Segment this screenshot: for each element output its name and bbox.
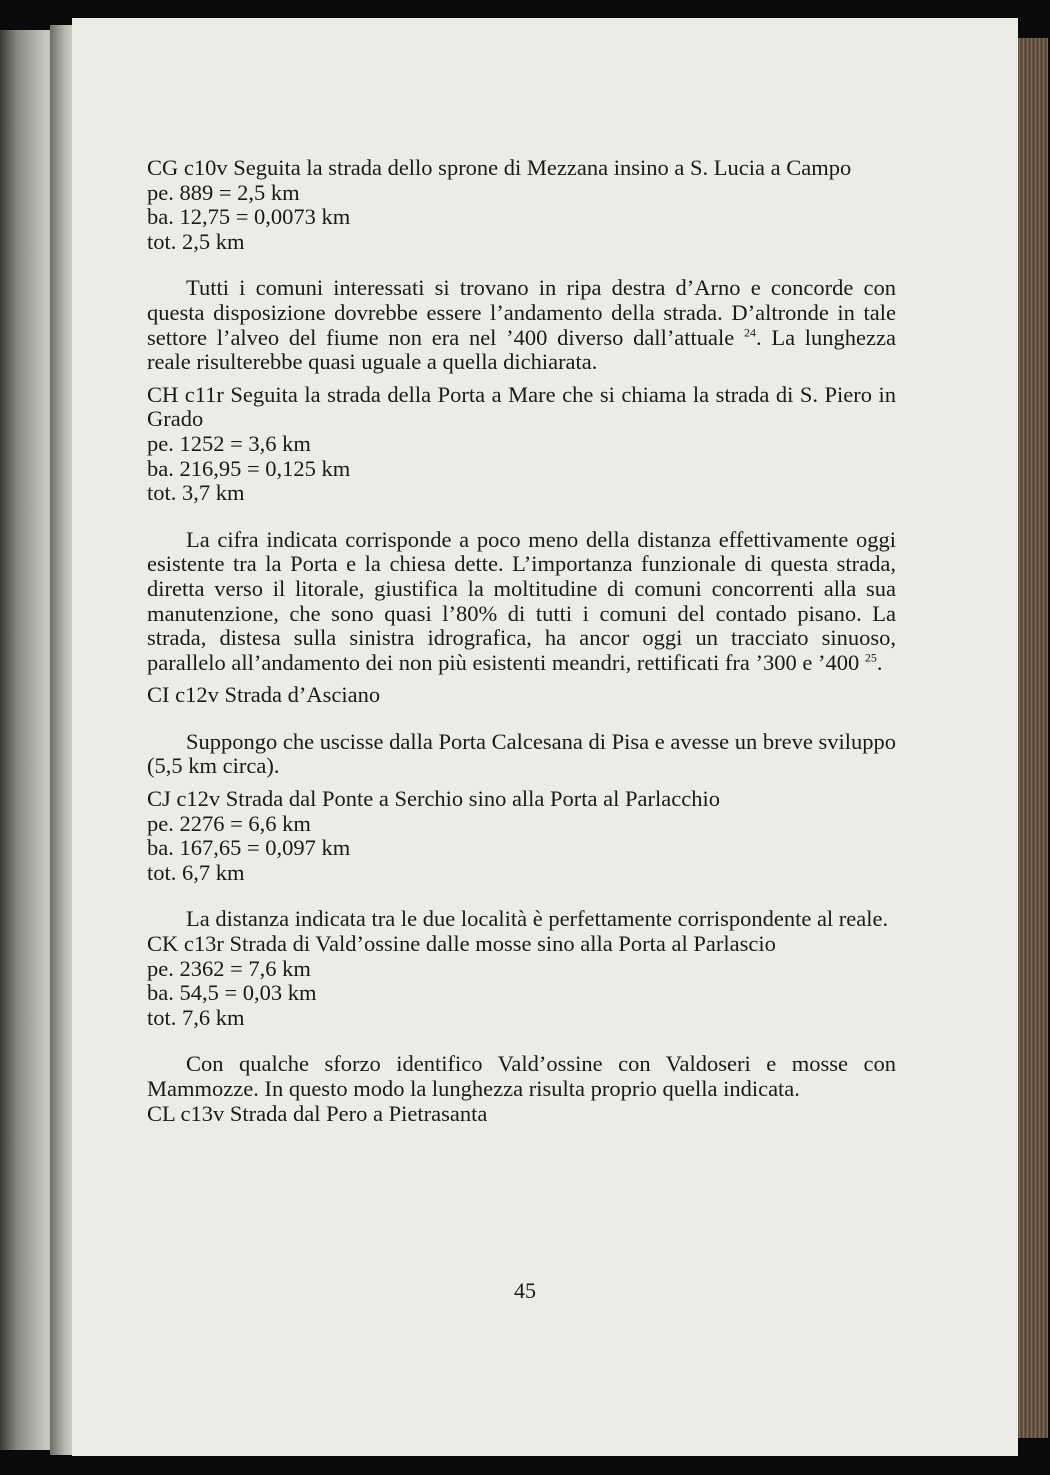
entry-tot: tot. 2,5 km	[147, 228, 245, 254]
page-stack-edges	[1018, 38, 1048, 1438]
entry-heading: CI c12v Strada d’Asciano	[147, 682, 381, 708]
paragraph-text: . La lunghezza reale risulterebbe quasi uguale a quella dichiarata.	[147, 324, 897, 375]
footnote-ref: 25	[864, 650, 877, 665]
entry-heading: CG c10v Seguita la strada dello sprone di Mezzana insino a S. Lucia a Campo	[147, 155, 852, 180]
entry-ci	[147, 683, 896, 708]
entry-tot: tot. 3,7 km	[147, 480, 245, 506]
entry-tot: tot. 7,6 km	[147, 1004, 245, 1030]
entry-ch	[147, 383, 896, 506]
entry-pe: pe. 889 = 2,5 km	[147, 179, 300, 205]
entry-ba: ba. 12,75 = 0,0073 km	[147, 204, 351, 230]
entry-cl	[147, 1102, 896, 1127]
entry-ck	[147, 932, 896, 1030]
entry-tot: tot. 6,7 km	[147, 859, 245, 885]
paragraph: La distanza indicata tra le due località è perfettamente corrispondente al reale.	[186, 906, 889, 932]
entry-pe: pe. 2362 = 7,6 km	[147, 955, 311, 981]
entry-ba: ba. 54,5 = 0,03 km	[147, 980, 317, 1006]
entry-heading: CJ c12v Strada dal Ponte a Serchio sino alla Porta al Parlacchio	[147, 786, 720, 812]
entry-heading: CH c11r Seguita la strada della Porta a Mare che si chiama la strada di S. Piero in Grado	[147, 381, 896, 432]
entry-pe: pe. 1252 = 3,6 km	[147, 430, 311, 456]
entry-heading: CL c13v Strada dal Pero a Pietrasanta	[147, 1100, 488, 1126]
paragraph: Suppongo che uscisse dalla Porta Calcesana di Pisa e avesse un breve sviluppo (5,5 km circa).	[147, 728, 896, 779]
page-text	[147, 156, 896, 1126]
entry-ba: ba. 167,65 = 0,097 km	[147, 835, 351, 861]
entry-heading: CK c13r Strada di Vald’ossine dalle mosse sino alla Porta al Parlascio	[147, 931, 776, 957]
paragraph-text: Tutti i comuni interessati si trovano in ripa destra d’Arno e concorde con questa disposizione dovrebbe essere l’andamento della strada. D’altronde in tale settore l’alveo del fiume non era nel ’400 diverso dall’attuale	[147, 275, 896, 350]
entry-ba: ba. 216,95 = 0,125 km	[147, 455, 351, 481]
footnote-ref: 24	[744, 325, 757, 340]
paragraph: Con qualche sforzo identifico Vald’ossine con Valdoseri e mosse con Mammozze. In questo modo la lunghezza risulta proprio quella indicata.	[147, 1051, 896, 1101]
entry-pe: pe. 2276 = 6,6 km	[147, 810, 311, 836]
entry-cg	[147, 156, 896, 254]
paragraph-text: .	[876, 649, 883, 675]
paragraph-text: La cifra indicata corrisponde a poco meno della distanza effettivamente oggi esistente tra la Porta e la chiesa dette. L’importanza funzionale di questa strada, diretta verso il litorale, giustifica la moltitudine di comuni concorrenti alla sua manutenzione, che sono quasi l’80% di tutti i comuni del contado pisano. La strada, distesa sulla sinistra idrografica, ha ancor oggi un tracciato sinuoso, parallelo all’andamento dei non più esistenti meandri, rettificati fra ’300 e ’400	[147, 526, 896, 675]
page-number: 45	[514, 1278, 536, 1303]
paragraph	[147, 528, 896, 676]
paragraph	[147, 276, 896, 374]
entry-cj	[147, 787, 896, 885]
